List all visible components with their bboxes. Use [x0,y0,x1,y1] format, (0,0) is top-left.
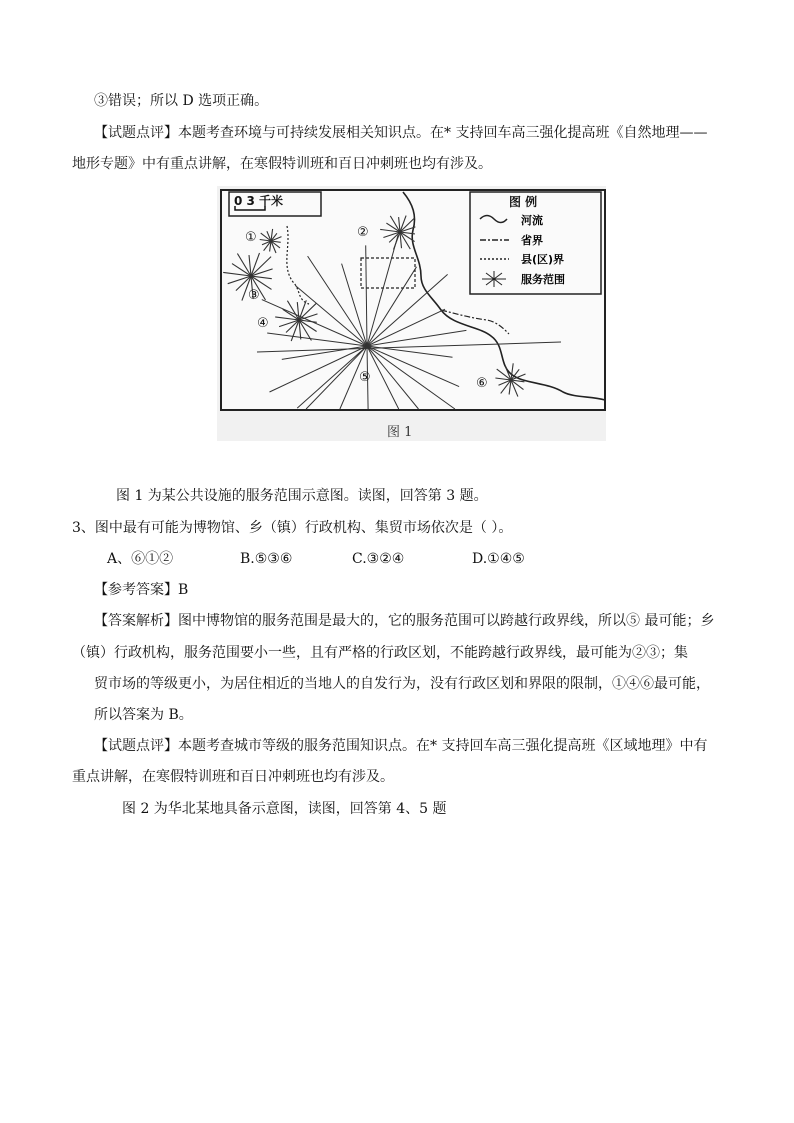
legend-county: 县(区)界 [521,253,565,266]
reference-answer: 【参考答案】B [94,582,189,598]
option-d: D.①④⑤ [472,551,525,567]
site-label-1: ① [245,230,257,245]
scale-bar [229,192,321,216]
review-paragraph-2-line-2: 重点讲解，在寒假特训班和百日冲刺班也均有涉及。 [72,769,394,785]
site-label-2: ② [357,225,369,240]
explanation-line-4: 所以答案为 B。 [94,707,193,723]
figure-1-service-range-map [217,186,606,441]
legend-river: 河流 [521,214,543,227]
question-3: 3、图中最有可能为博物馆、乡（镇）行政机构、集贸市场依次是（ ）。 [72,520,513,536]
site-label-4: ④ [257,316,269,331]
site-label-3: ③ [248,288,260,303]
explanation-line-2: （镇）行政机构，服务范围要小一些，且有严格的行政区划，不能跨越行政界线，最可能为②③；集 [72,645,688,661]
option-c: C.③②④ [352,551,405,567]
site-label-6: ⑥ [476,376,488,391]
site-label-5: ⑤ [359,370,371,385]
scale-label: 0 3 千米 [234,194,284,208]
option-a: A、⑥①② [107,551,174,567]
legend-title: 图 例 [509,195,538,209]
paragraph-conclusion: ③错误；所以 D 选项正确。 [94,93,269,109]
figure-2-caption: 图 2 为华北某地具备示意图，读图，回答第 4、5 题 [122,801,447,817]
figure-1-caption: 图 1 为某公共设施的服务范围示意图。读图，回答第 3 题。 [116,488,488,504]
explanation-line-1: 【答案解析】图中博物馆的服务范围是最大的，它的服务范围可以跨越行政界线，所以⑤ 最可能；乡 [94,613,715,629]
legend-service: 服务范围 [521,273,565,286]
legend [470,192,601,294]
review-paragraph-1-line-2: 地形专题》中有重点讲解，在寒假特训班和百日冲刺班也均有涉及。 [72,156,492,172]
figure-caption-label: 图 1 [387,425,413,440]
explanation-line-3: 贸市场的等级更小，为居住相近的当地人的自发行为，没有行政区划和界限的限制，①④⑥最可能， [94,676,710,692]
review-paragraph-2-line-1: 【试题点评】本题考查城市等级的服务范围知识点。在* 支持回车高三强化提高班《区域地理》中有 [94,738,708,754]
legend-province: 省界 [521,234,543,247]
option-b: B.⑤③⑥ [240,551,293,567]
review-paragraph-1-line-1: 【试题点评】本题考查环境与可持续发展相关知识点。在* 支持回车高三强化提高班《自然地理—— [94,125,708,141]
